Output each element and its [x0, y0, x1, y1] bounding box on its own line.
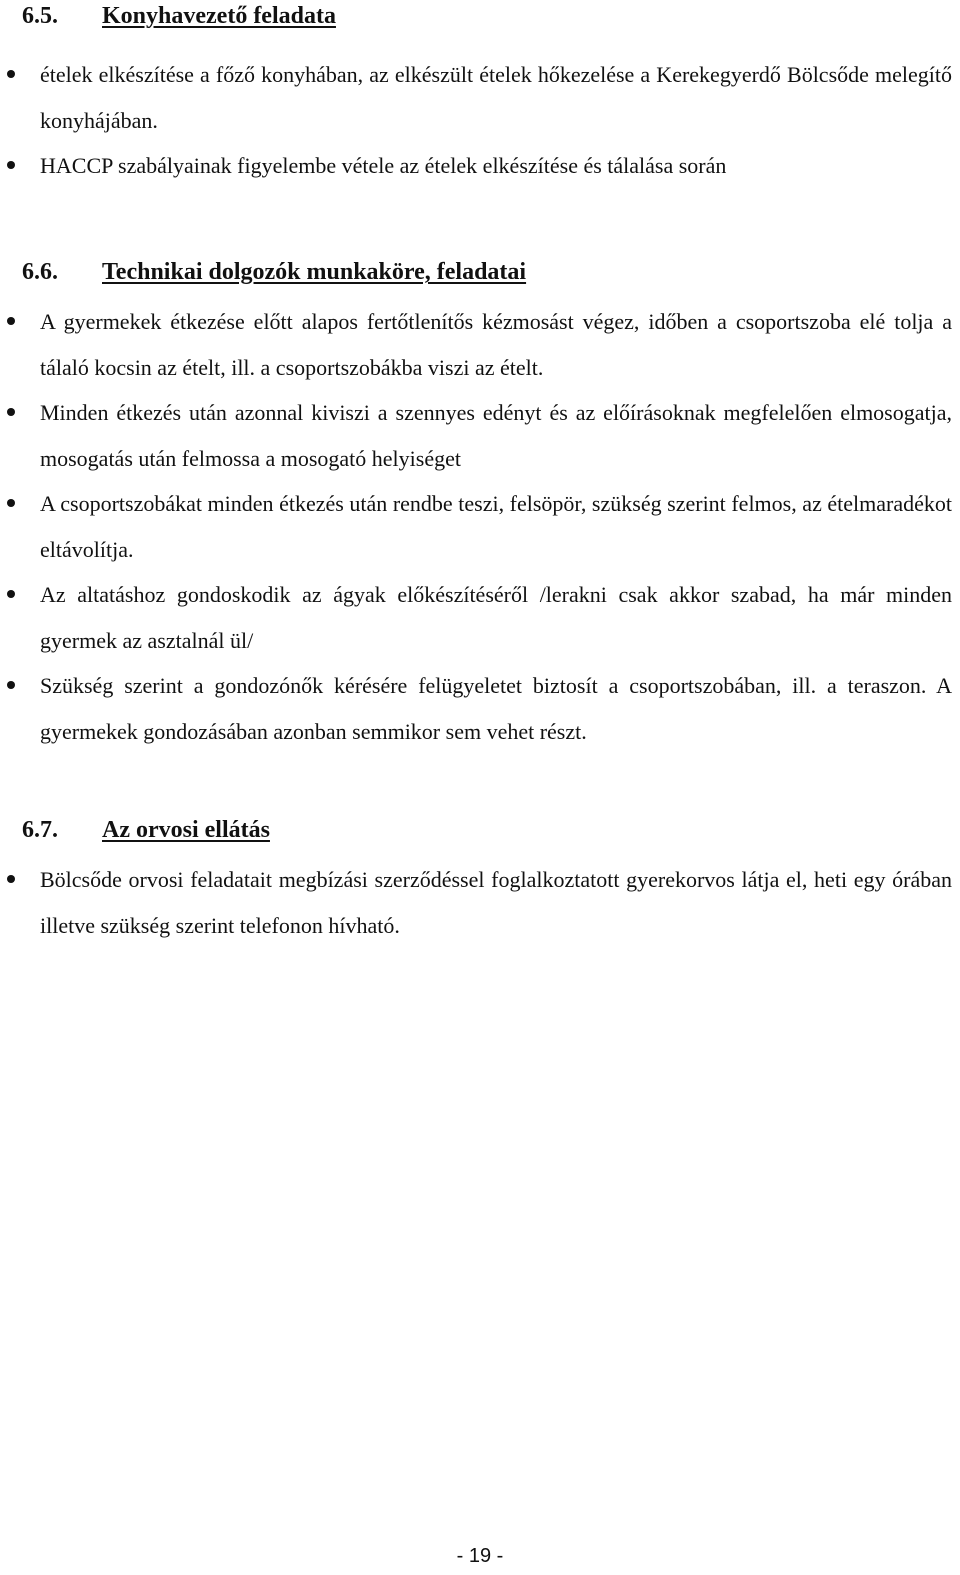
section-heading-6-5: [22, 0, 336, 32]
list-item-text: Szükség szerint a gondozónők kérésére felügyeletet biztosít a csoportszobában, ill. a teraszon. A gyermekek gondozásában azonban semmikor sem vehet részt.: [40, 673, 952, 744]
list-item: [0, 663, 960, 754]
list-item-text: A csoportszobákat minden étkezés után rendbe teszi, felsöpör, szükség szerint felmos, az ételmaradékot eltávolítja.: [40, 491, 952, 562]
bullet-icon: [7, 161, 15, 169]
list-item: [0, 481, 960, 572]
section-title: Technikai dolgozók munkaköre, feladatai: [102, 259, 527, 285]
list-item: [0, 572, 960, 663]
list-item-text: Minden étkezés után azonnal kiviszi a szennyes edényt és az előírásoknak megfelelően elmosogatja, mosogatás után felmossa a mosogató helyiséget: [40, 400, 952, 471]
bullet-icon: [7, 317, 15, 325]
section-heading-6-7: [22, 814, 270, 846]
section-heading-6-6: [22, 256, 527, 288]
list-item-text: Bölcsőde orvosi feladatait megbízási szerződéssel foglalkoztatott gyerekorvos látja el, heti egy órában illetve szükség szerint telefonon hívható.: [40, 867, 952, 938]
list-item-text: ételek elkészítése a főző konyhában, az elkészült ételek hőkezelése a Kerekegyerdő Bölcsőde melegítő konyhájában.: [40, 62, 952, 133]
page-number: - 19 -: [456, 1545, 504, 1567]
section-list-6-5: [0, 52, 960, 189]
list-item: [0, 390, 960, 481]
bullet-icon: [7, 499, 15, 507]
list-item: [0, 857, 960, 948]
bullet-icon: [7, 70, 15, 78]
section-number: 6.6.: [22, 259, 58, 285]
list-item: [0, 52, 960, 143]
list-item-text: HACCP szabályainak figyelembe vétele az ételek elkészítése és tálalása során: [40, 153, 727, 178]
section-list-6-6: [0, 299, 960, 754]
list-item-text: A gyermekek étkezése előtt alapos fertőtlenítős kézmosást végez, időben a csoportszoba elé tolja a tálaló kocsin az ételt, ill. a csoportszobákba viszi az ételt.: [40, 309, 952, 380]
section-number: 6.7.: [22, 817, 58, 843]
bullet-icon: [7, 875, 15, 883]
section-title: Konyhavezető feladata: [102, 3, 336, 29]
section-list-6-7: [0, 857, 960, 948]
bullet-icon: [7, 590, 15, 598]
bullet-icon: [7, 408, 15, 416]
list-item-text: Az altatáshoz gondoskodik az ágyak előkészítéséről /lerakni csak akkor szabad, ha már minden gyermek az asztalnál ül/: [40, 582, 952, 653]
list-item: [0, 143, 960, 189]
list-item: [0, 299, 960, 390]
bullet-icon: [7, 681, 15, 689]
section-title: Az orvosi ellátás: [102, 817, 270, 843]
section-number: 6.5.: [22, 3, 58, 29]
